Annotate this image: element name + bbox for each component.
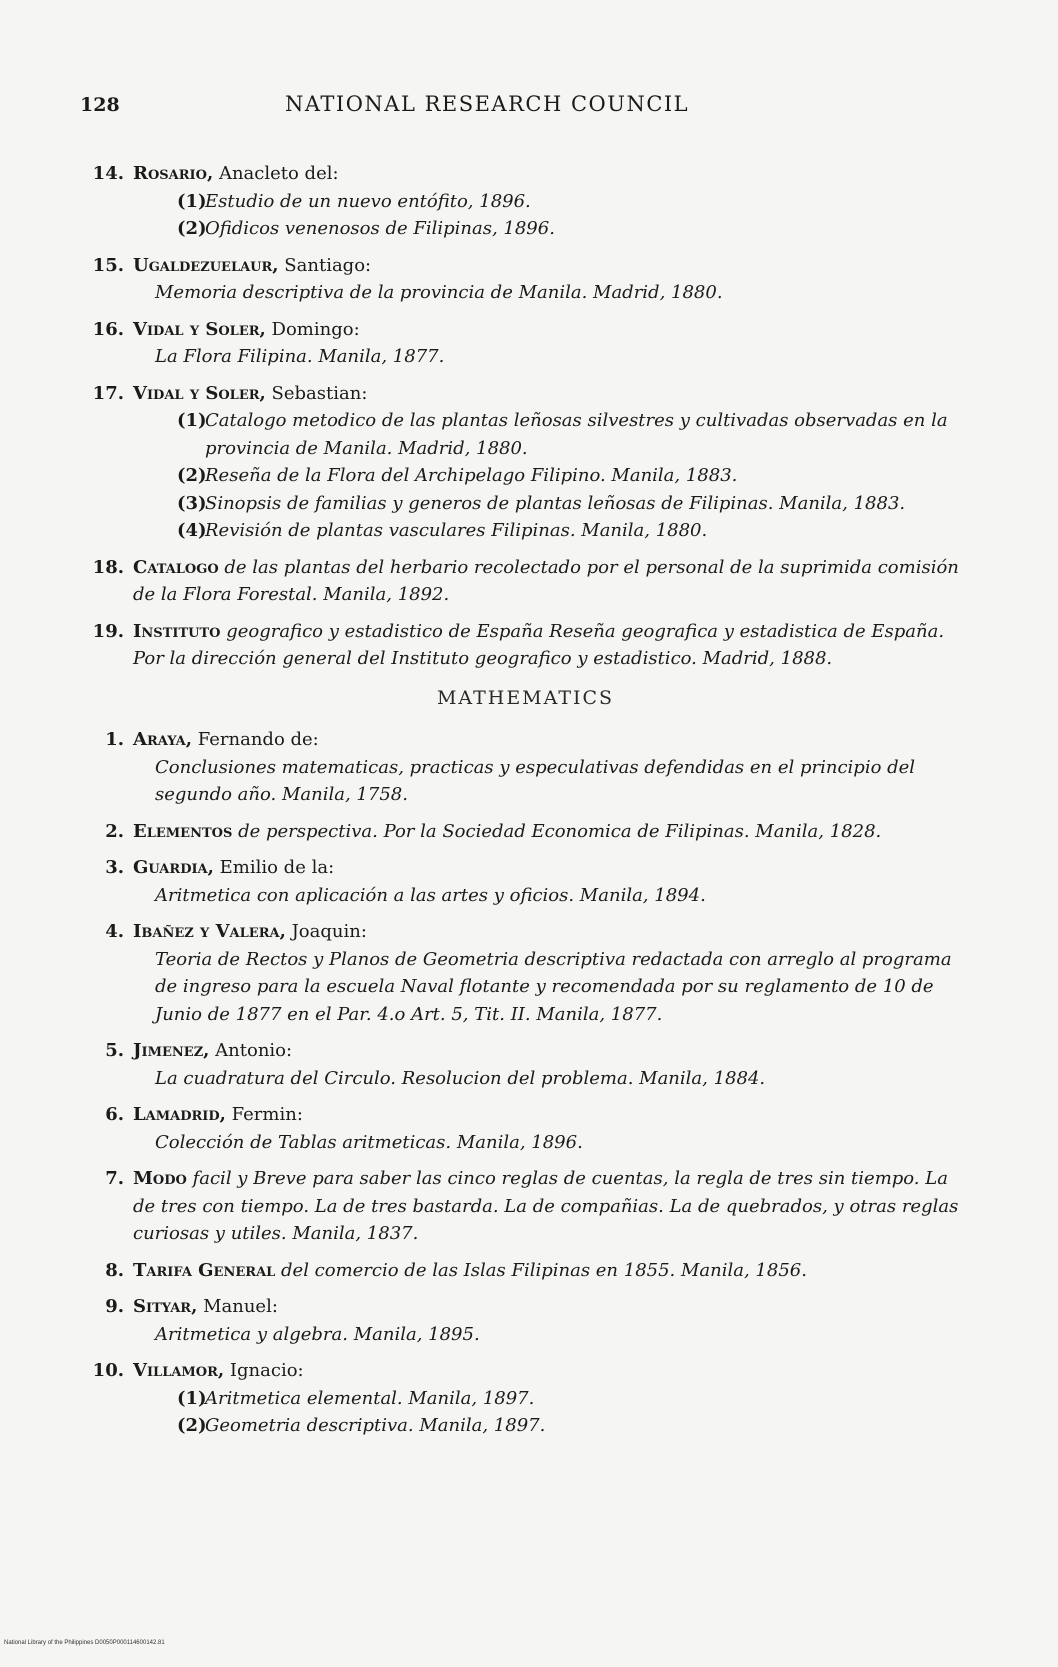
entry-number: 10. [92,1360,124,1381]
section-heading: MATHEMATICS [436,686,615,709]
entry-name-rest: Ignacio: [224,1360,304,1381]
subitem-title: Reseña de la Flora del Archipelago Filipino. Manila, 1883. [205,465,738,486]
entry-author: Sityar, [133,1296,198,1317]
entry-name-rest: Fermin: [225,1104,303,1125]
list-item [78,380,973,545]
entry-name-rest: Sebastian: [265,382,368,404]
entry-subitem [133,188,973,216]
entry-number: 5. [105,1040,124,1061]
subitem-title: Aritmetica elemental. Manila, 1897. [205,1387,535,1409]
entry-work: Conclusiones matematicas, practicas y especulativas defendidas en el principio del segundo año. Manila, 1758. [155,756,916,805]
entry-author: Vidal y Soler, [133,318,266,340]
entry-name-rest: Emilio de la: [213,857,335,878]
subitem-title: Revisión de plantas vasculares Filipinas. Manila, 1880. [205,520,708,541]
list-item [78,160,973,243]
list-item [78,252,973,307]
entry-work: Colección de Tablas aritmeticas. Manila, 1896. [155,1131,583,1153]
bibliography [78,160,973,1449]
subitem-number: (2) [177,1415,207,1436]
entry-work: Aritmetica con aplicación a las artes y oficios. Manila, 1894. [155,884,706,906]
entry-heading [133,1165,973,1248]
entry-number: 4. [105,921,124,942]
entry-title: del comercio de las Islas Filipinas en 1855. Manila, 1856. [275,1259,807,1281]
entry-number: 9. [105,1296,124,1317]
entry-number: 7. [105,1168,124,1189]
entry-name-rest: Santiago: [278,254,372,276]
subitem-title: Estudio de un nuevo entófito, 1896. [205,190,531,212]
list-item [78,854,973,909]
subitem-number: (4) [177,520,207,541]
subitem-title: Catalogo metodico de las plantas leñosas silvestres y cultivadas observadas en la provincia de Manila. Madrid, 1880. [205,410,948,459]
list-item [78,1165,973,1248]
entry-number: 14. [92,163,124,184]
entry-author: Rosario, [133,163,214,184]
entry-author: Lamadrid, [133,1104,226,1125]
entry-subitem [133,407,973,462]
entry-subitem [133,517,973,545]
entry-subitem [133,215,973,243]
entry-number: 18. [92,556,124,578]
entry-author: Modo [133,1168,187,1189]
entry-name-rest: Joaquin: [285,921,367,942]
entry-heading [133,380,973,408]
entry-number: 8. [105,1259,124,1281]
entry-subitem [133,490,973,518]
list-item [78,554,973,609]
entry-heading [133,1357,973,1385]
entry-heading [133,1037,973,1065]
entry-author: Elementos [133,820,233,842]
entry-author: Villamor, [133,1360,225,1381]
entry-author: Catalogo [133,556,219,578]
entry-subitem [133,1385,973,1413]
entry-number: 3. [105,857,124,878]
subitem-title: Sinopsis de familias y generos de plantas leñosas de Filipinas. Manila, 1883. [205,492,906,514]
entry-name-rest: Domingo: [265,318,360,340]
entry-author: Vidal y Soler, [133,382,266,404]
entry-title: de las plantas del herbario recolectado por el personal de la suprimida comisión de la Flora Forestal. Manila, 1892. [133,556,959,605]
entry-heading [133,818,973,846]
entry-number: 1. [105,729,124,750]
entry-heading [133,1293,973,1321]
entry-title: geografico y estadistico de España Reseña geografica y estadistica de España. Por la dirección general del Instituto geografico y estadistico. Madrid, 1888. [133,620,945,669]
entry-work: La cuadratura del Circulo. Resolucion del problema. Manila, 1884. [155,1067,766,1089]
entry-title: de perspectiva. Por la Sociedad Economica de Filipinas. Manila, 1828. [232,820,882,842]
page-header [80,94,980,126]
entry-name-rest: Fernando de: [192,729,319,750]
entry-subitem [133,1412,973,1440]
entry-author: Ibañez y Valera, [133,921,286,942]
entry-work: Aritmetica y algebra. Manila, 1895. [155,1323,480,1345]
entry-title: facil y Breve para saber las cinco reglas de cuentas, la regla de tres sin tiempo. La de tres con tiempo. La de tres bastarda. La de compañias. La de quebrados, y otras reglas curiosas y utiles. Manila, 1837. [133,1168,959,1244]
entry-heading [133,160,973,188]
subitem-number: (1) [177,410,207,431]
list-item [78,1293,973,1348]
page-number: 128 [80,94,120,116]
entry-author: Araya, [133,729,193,750]
entry-heading [133,618,973,673]
entry-heading [133,1101,973,1129]
subitem-number: (3) [177,492,207,514]
subitem-title: Geometria descriptiva. Manila, 1897. [205,1415,546,1436]
entry-heading [133,554,973,609]
list-item [78,316,973,371]
subitem-number: (2) [177,218,207,239]
entry-heading [133,918,973,946]
subitem-title: Ofidicos venenosos de Filipinas, 1896. [205,218,555,239]
entry-name-rest: Anacleto del: [213,163,339,184]
entry-number: 19. [92,620,124,642]
entry-name-rest: Manuel: [197,1296,278,1317]
list-item [78,1101,973,1156]
entry-heading [133,726,973,754]
entry-number: 15. [92,254,124,276]
entry-heading [133,316,973,344]
subitem-number: (1) [177,1387,207,1409]
bibliography-list-botany [78,160,973,673]
list-item [78,726,973,809]
entry-author: Ugaldezuelaur, [133,254,279,276]
list-item [78,1037,973,1092]
entry-author: Jimenez, [133,1040,210,1061]
entry-heading [133,252,973,280]
entry-number: 17. [92,382,124,404]
running-head: NATIONAL RESEARCH COUNCIL [285,92,690,116]
list-item [78,918,973,1028]
list-item [78,1257,973,1285]
bibliography-list-mathematics [78,726,973,1440]
entry-work: Memoria descriptiva de la provincia de Manila. Madrid, 1880. [155,282,723,303]
entry-work: La Flora Filipina. Manila, 1877. [155,346,445,367]
entry-subitem [133,462,973,490]
entry-author: Tarifa General [133,1259,276,1281]
entry-number: 2. [105,820,124,842]
entry-number: 6. [105,1104,124,1125]
entry-author: Instituto [133,620,221,642]
entry-number: 16. [92,318,124,340]
subitem-number: (2) [177,465,207,486]
list-item [78,618,973,673]
list-item [78,1357,973,1440]
entry-work: Teoria de Rectos y Planos de Geometria descriptiva redactada con arreglo al programa de ingreso para la escuela Naval flotante y recomendada por su reglamento de 10 de Junio de 1877 en el Par. 4.o Art. 5, Tit. II. Manila, 1877. [155,948,952,1025]
entry-heading [133,1257,973,1285]
entry-heading [133,854,973,882]
subitem-number: (1) [177,190,207,212]
entry-name-rest: Antonio: [209,1040,293,1061]
list-item [78,818,973,846]
footer-credit: National Library of the Philippines D0050P000114600142.81 [4,1640,165,1646]
entry-author: Guardia, [133,857,214,878]
